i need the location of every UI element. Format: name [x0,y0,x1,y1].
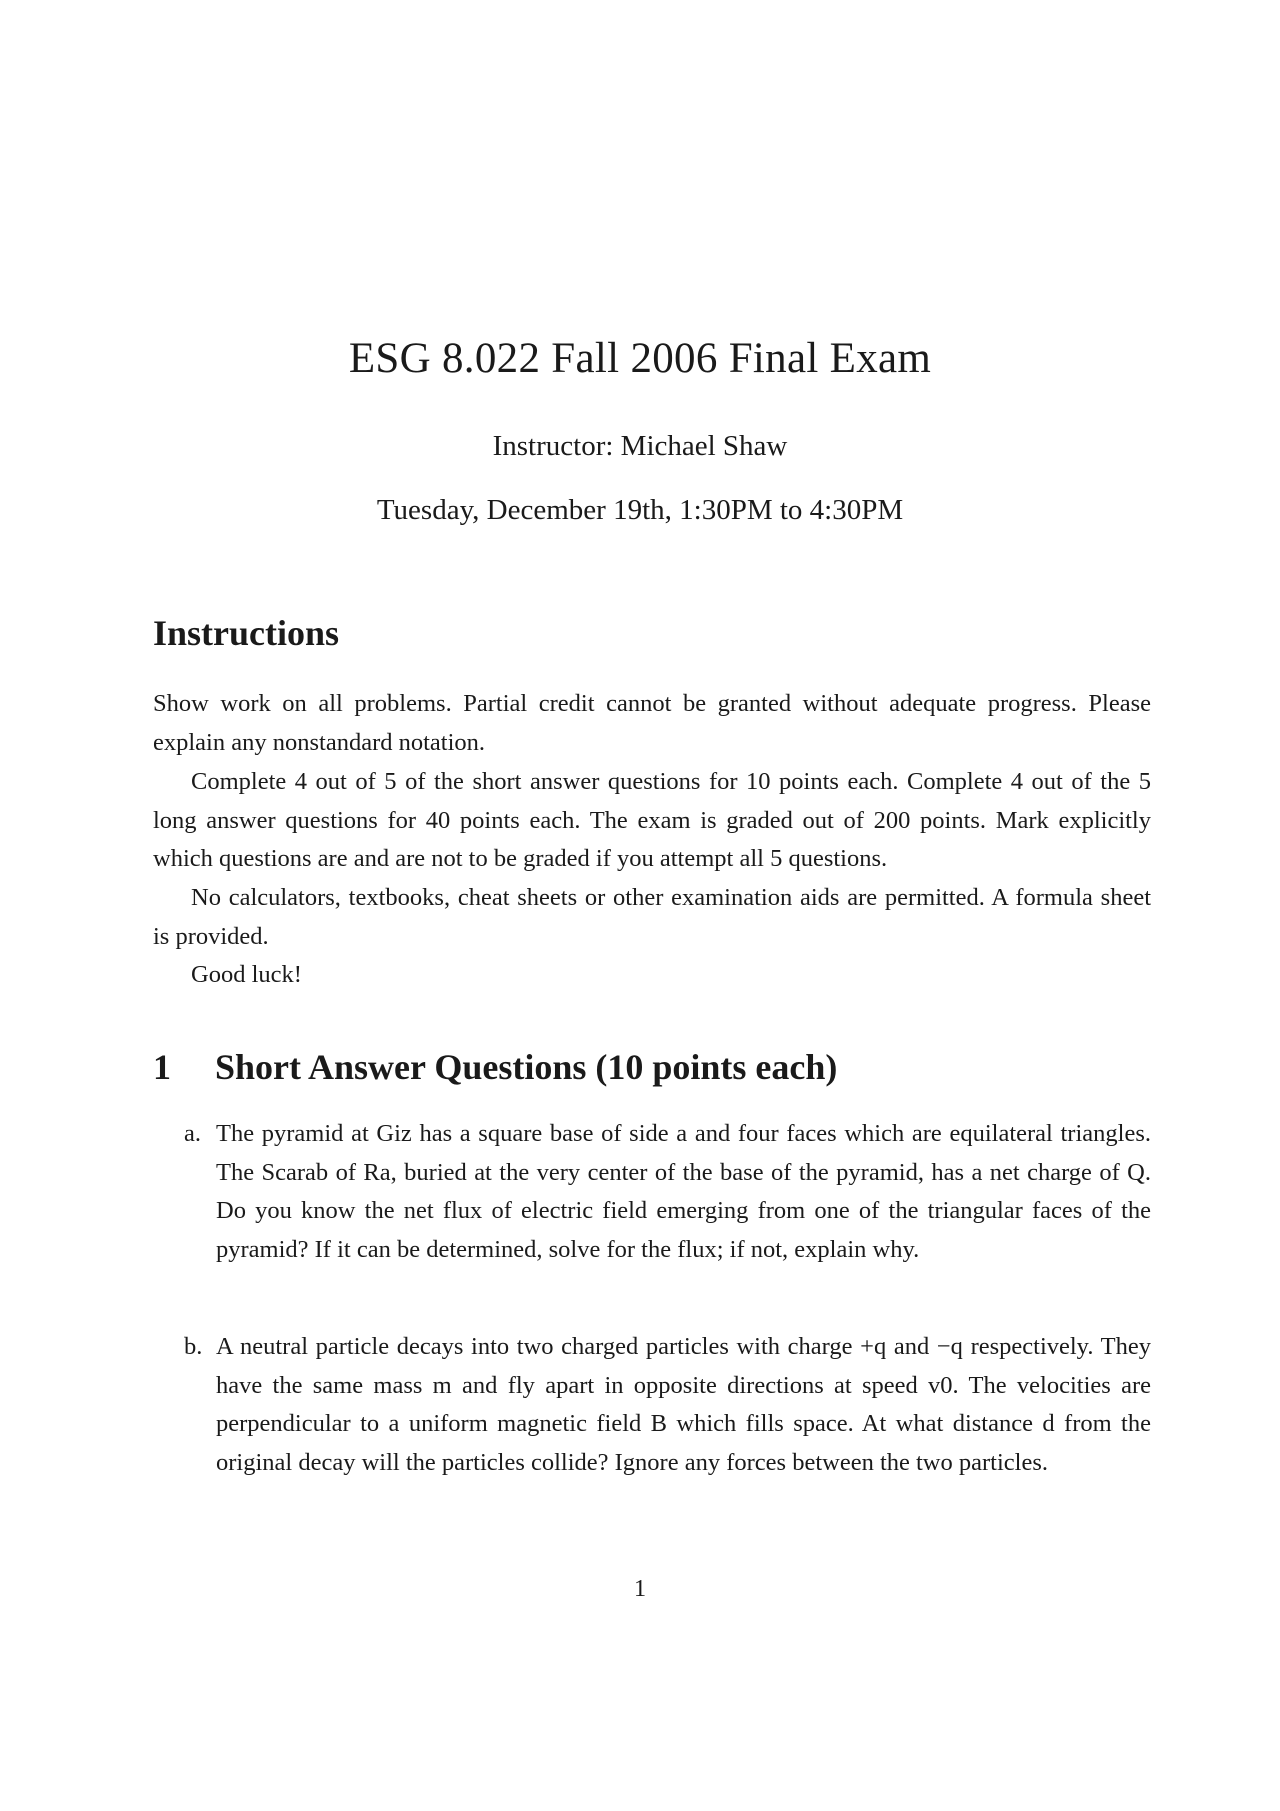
instructions-paragraph-4: Good luck! [191,961,302,988]
instructions-heading: Instructions [153,613,340,653]
instructions-paragraph-1: Show work on all problems. Partial credit cannot be granted without adequate progress. Please explain any nonstandard notation. [153,690,1151,756]
section-number: 1 [153,1047,171,1087]
instructions-paragraph-3: No calculators, textbooks, cheat sheets or other examination aids are permitted. A formula sheet is provided. [153,884,1151,950]
exam-title: ESG 8.022 Fall 2006 Final Exam [348,335,932,382]
page-number: 1 [633,1575,647,1602]
section-title: Short Answer Questions (10 points each) [215,1047,838,1087]
question-a [184,1115,1151,1269]
section-1-heading [153,1046,837,1088]
instructions-paragraph-2: Complete 4 out of 5 of the short answer questions for 10 points each. Complete 4 out of the 5 long answer questions for 40 points each. The exam is graded out of 200 points. Mark explicitly which questions are and are not to be graded if you attempt all 5 questions. [153,768,1151,873]
exam-date-line: Tuesday, December 19th, 1:30PM to 4:30PM [376,494,904,526]
instructor-line: Instructor: Michael Shaw [492,430,788,462]
question-b [184,1328,1151,1482]
question-a-text: The pyramid at Giz has a square base of side a and four faces which are equilateral triangles. The Scarab of Ra, buried at the very center of the base of the pyramid, has a net charge of Q. Do you know the net flux of electric field emerging from one of the triangular faces of the pyramid? If it can be determined, solve for the flux; if not, explain why. [216,1120,1151,1263]
question-b-label: b. [184,1333,203,1360]
question-a-label: a. [184,1120,201,1147]
question-b-text: A neutral particle decays into two charged particles with charge +q and −q respectively. They have the same mass m and fly apart in opposite directions at speed v0. The velocities are perpendicular to a uniform magnetic field B which fills space. At what distance d from the original decay will the particles collide? Ignore any forces between the two particles. [216,1333,1151,1476]
